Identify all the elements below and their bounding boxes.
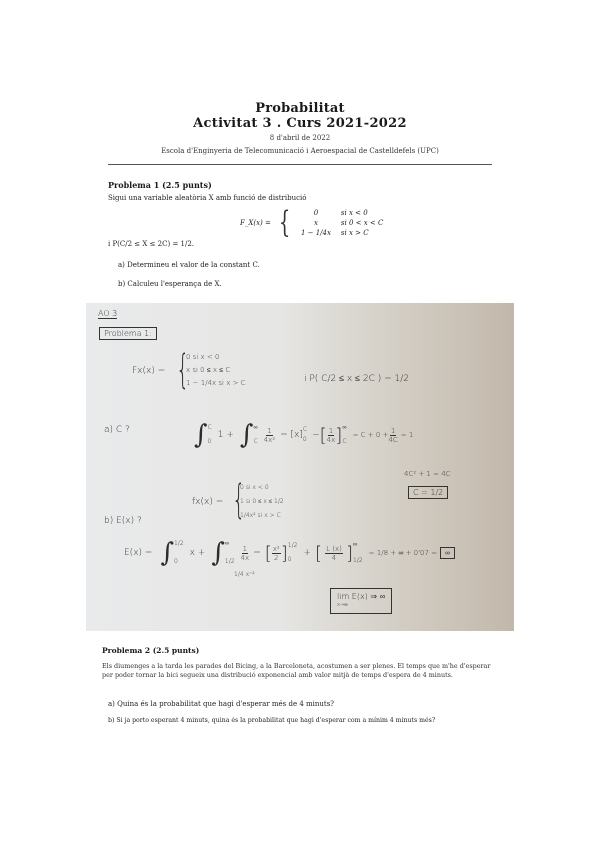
school-name: Escola d'Enginyeria de Telecomunicació i Aeroespacial de Castelldefels (UPC)	[161, 147, 439, 155]
fraction: $\frac{\text{x²}}{2}$	[272, 544, 280, 562]
hw-density-case: 1/4x² si x > C	[240, 512, 281, 519]
hw-part-a: a) C ?	[104, 425, 130, 435]
document-date: 8 d'abril de 2022	[269, 134, 331, 142]
integral-symbol: ∫	[160, 538, 174, 568]
hw-fx-case: 1 − 1/4x si x > C	[186, 379, 246, 387]
fraction: $\frac{1}{\text{4x²}}$	[263, 426, 276, 444]
hw-density-case: 1 si 0 ≤ x ≤ 1/2	[240, 498, 284, 505]
problem1-heading: Problema 1 (2.5 punts)	[108, 180, 212, 190]
problem2-paragraph: Els diumenges a la tarda les parades del Bicing, a la Barceloneta, acostumen a ser plenes. El temps que m'he d'esperar per poder tornar la bici segueix una distribució exponencial amb valor mitjà de temps d'espera de 4 minuts.	[102, 662, 491, 679]
fraction: $\frac{1}{4x}$	[326, 426, 336, 444]
formula-lhs: F_X(x) =	[240, 219, 271, 227]
hw-fx-case: x si 0 ≤ x ≤ C	[186, 366, 231, 374]
fraction: $\frac{1}{4C}$	[388, 426, 398, 444]
document-title: Probabilitat	[255, 101, 345, 116]
integral-symbol: ∫	[239, 420, 254, 450]
problem2-question-a: a) Quina és la probabilitat que hagi d'esperar més de 4 minuts?	[108, 700, 335, 708]
hw-problem-box: Problema 1:	[99, 327, 157, 340]
hw-prob-condition: i P( C/2 ≤ x ≤ 2C ) = 1/2	[304, 374, 409, 384]
fraction: $\frac{L (x)}{4}$	[326, 544, 342, 562]
hw-part-b: b) E(x) ?	[104, 516, 142, 526]
problem1-question-b: b) Calculeu l'esperança de X.	[118, 280, 222, 288]
formula-cases	[296, 208, 388, 238]
header-divider	[108, 164, 492, 165]
brace-symbol: {	[278, 205, 291, 240]
hw-label: AO 3	[98, 309, 118, 318]
hw-integral-b: E(x) = ∫ 1/2 0 x + ∫ ∞ 1/2 $\frac{1}{4x}$ = [ $\frac{\text{x²}}{2}$ ] 1/2 0 + [ $\frac{L (x)}{4}$ ] ∞ 1/2 = 1/8 + ∞ + 0'07 = ∞	[124, 535, 455, 571]
handwritten-solution-photo	[86, 303, 514, 631]
hw-c-result: C = 1/2	[408, 486, 448, 499]
hw-equation-c: 4C² + 1 = 4C	[404, 470, 451, 478]
problem2-heading: Problema 2 (2.5 punts)	[102, 646, 200, 655]
probability-condition: i P(C/2 ≤ X ≤ 2C) = 1/2.	[108, 240, 195, 248]
hw-fx-case: 0 si x < 0	[186, 353, 220, 361]
hw-boxed-result: ∞	[440, 547, 455, 559]
problem1-intro: Sigui una variable aleatòria X amb funció de distribució	[108, 194, 307, 202]
hw-fx-lhs: Fx(x) =	[132, 366, 166, 376]
hw-brace: {	[232, 477, 246, 523]
hw-density-lhs: fx(x) =	[192, 497, 224, 507]
hw-brace: {	[176, 347, 190, 393]
formula-case: 0 si x < 0	[313, 209, 368, 217]
formula-case: 1 − 1/4x si x > C	[300, 229, 369, 237]
hw-integral-a: ∫ C 0 1 + ∫ ∞ C $\frac{1}{\text{4x²}}$ = [x] C 0 − [ $\frac{1}{4x}$ ] ∞ C = C + 0 + $\frac{1}{4C}$ = 1	[194, 420, 414, 450]
hw-limit-box: lim E(x) ⇒ ∞ x→∞	[330, 588, 392, 614]
formula-case: x si 0 < x < C	[313, 219, 384, 227]
document-subtitle: Activitat 3 . Curs 2021-2022	[193, 116, 407, 131]
hw-underbrace-note: 1/4 x⁻²	[234, 571, 255, 578]
hw-density-case: 0 si x < 0	[240, 484, 269, 491]
integral-symbol: ∫	[211, 538, 225, 568]
distribution-formula	[240, 205, 388, 240]
problem2-question-b: b) Si ja porto esperant 4 minuts, quina és la probabilitat que hagi d'esperar com a mínim 4 minuts més?	[108, 717, 436, 724]
integral-symbol: ∫	[194, 420, 208, 450]
fraction: $\frac{1}{4x}$	[240, 544, 250, 562]
problem1-question-a: a) Determineu el valor de la constant C.	[118, 261, 260, 269]
